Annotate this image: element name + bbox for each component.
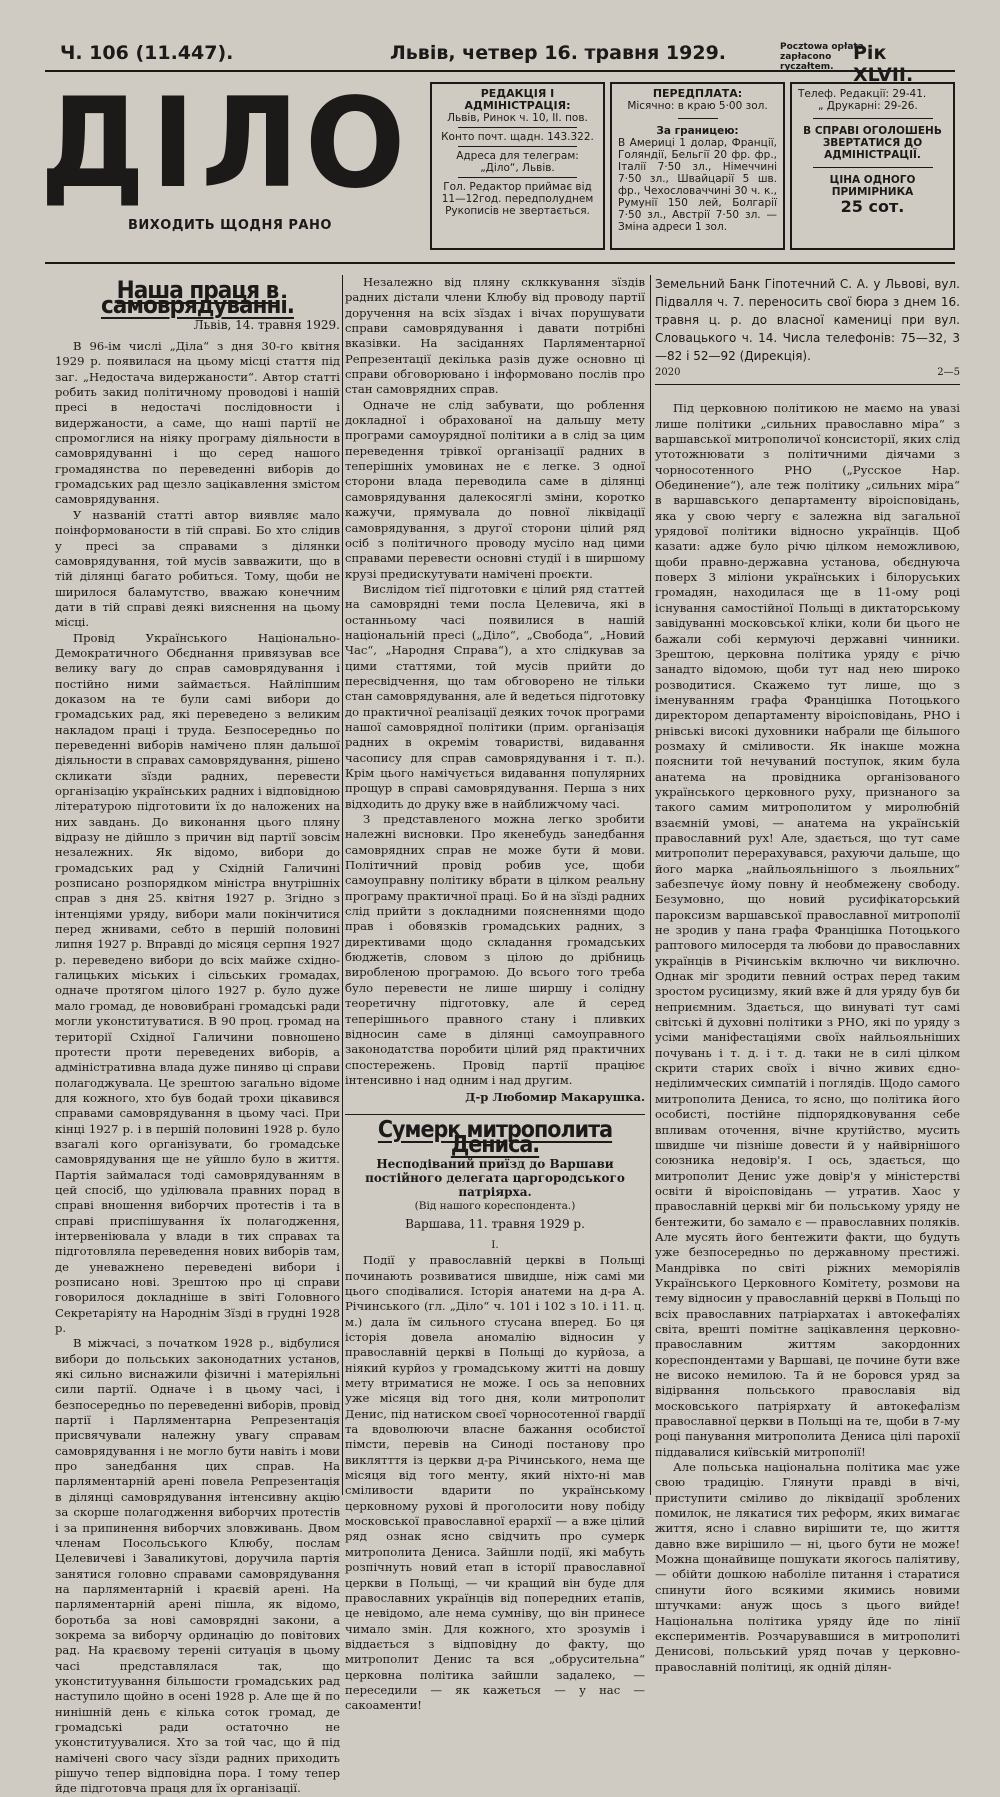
editor-hours: Гол. Редактор приймає від 11—12год. передполуднем bbox=[441, 181, 594, 205]
correspondent-note: (Від нашого кореспондента.) bbox=[414, 1200, 576, 1213]
editorial-box bbox=[430, 82, 605, 250]
announcement-ref: 2—5 bbox=[937, 367, 960, 378]
editorial-heading: РЕДАКЦІЯ І АДМІНІСТРАЦІЯ: bbox=[464, 87, 571, 112]
phone-printing: „ Друкарні: 29-26. bbox=[818, 100, 918, 112]
bank-announcement: Земельний Банк Гіпотечний С. А. у Львові, вул. Підвалля ч. 7. переносить свої бюра з днем 16. травня ц. р. до власної камениці при вул. Словацького ч. 14. Числа телефонів: 75—32, 3—82 і 52—92 (Дирекція). bbox=[655, 277, 960, 363]
masthead bbox=[40, 70, 412, 233]
subscription-monthly: Місячно: в краю 5·00 зол. bbox=[627, 100, 768, 112]
issue-date: Львів, четвер 16. травня 1929. bbox=[390, 42, 727, 64]
ads-notice: В СПРАВІ ОГОЛОШЕНЬ ЗВЕРТАТИСЯ ДО АДМІНІСТРАЦІЇ. bbox=[803, 125, 942, 161]
divider bbox=[458, 127, 577, 128]
issue-number: Ч. 106 (11.447). bbox=[60, 42, 234, 64]
header-strip bbox=[60, 42, 950, 86]
paragraph: В 96-ім числі „Діла“ з дня 30-го квітня 1929 р. появилася на цьому місці стаття під заг. „Недостача видержаности“. Автор статті робить закид політичному проводові і нашій пресі в недостачі послідовности і видержаности, а саме, що наші партії не спромоглися на ніяку програму діяльности в самоврядуванні і що серед нашого громадянства по переведенні виборів до громадських рад щезло зацікавлення змістом самоврядування. bbox=[55, 339, 340, 507]
paragraph: Вислідом тієї підготовки є цілий ряд статтей на самоврядні теми посла Целевича, які в останньому часі появилися в нашій національній пресі („Діло“, „Свобода“, „Новий Час“, „Народня Справа“), а хто слідкував за цими статтями, той мусів прийти до пересвідчення, що там обговорено не тільки стан самоврядування, але й ведеться підготовку до практичної реалізації деяких точок програми нашої самоврядної політики (прим. організація радних в окремім товаристві, видавання часопису для справ самоврядування і т. п.). Крім цього намічується видавання популярних прощур в справі самоврядування. Перша з них відходить до друку вже в найближчому часі. bbox=[345, 581, 645, 811]
paragraph: Незалежно від пляну склккування зїздів радних дістали члени Клюбу від проводу партії доручення на всіх зїздах і вічах порушувати справи самоврядування і давати потрібні вказівки. На засіданнях Парляментарної Репрезентації декілька разів дуже основно ці справи обговорювано і інформовано послів про стан самоврядних справ. bbox=[345, 275, 645, 397]
announcement-code: 2020 bbox=[655, 367, 681, 378]
postal-account: Конто почт. щадн. 143.322. bbox=[441, 131, 594, 143]
column-divider bbox=[650, 275, 651, 1495]
contacts-box bbox=[790, 82, 955, 250]
paragraph: Але польська національна політика має уже свою традицію. Глянути правді в вічі, приступити сміливо до ліквідації зроблених помилок, не лякатися тих реформ, яких вимагає життя, ясно і славно вирішити те, що життя давно вже вирішило — ні, цього бути не може! Можна щонайвище пошукати якогось паліятиву, — обійти дошкою наболіле питання і старатися спинути його всякими якимись новими штучками: ануж щось з цього вийде! Національна політика уряду йде по лінії експериментів. Розчарувавшися в митрополиті Денисові, польський уряд почав у церковно-православній політиці, як одній ділян- bbox=[655, 1460, 960, 1674]
paragraph: Під церковною політикою не маємо на увазі лише політики „сильних православно міра“ з варшавської митрополичої консисторії, яких слід утотожнювати з політичними діячами з чорносотенного РНО („Русское Нар. Обединение“), але теж політику „сильних міра“ в варшавського департаменту віроісповідань, яка у свою чергу є залежна від загальної урядової політики відносно українців. Щоб казати: адже було річю цілком неможливою, щоби правно-державна установа, обєднуюча поверх 3 міліони українських і білоруських громадян, находилася ще в 11-ому році існування самостійної Польщі в диктаторському завідуванні московської кліки, коли би цього не бажали собі кермуючі державні чинники. Зрештою, церковна політика уряду є річю занадто відомою, щоби тут над нею широко розводитися. Скажемо тут лише, що з іменуванням графа Францішка Потоцького директором департаменту віроісповідань, РНО і рнівські високі духовники набрали ще більшого розмаху й сміливости. Як інакше можна пояснити той нечуваний поступок, яким була анатема на провідника організованого українського церковного руху, признаного за такого самим митрополитом у миролюбній взаємній умові, — анатема на українській православний рух! Але, здається, що тут саме митрополит перерахувався, рахуючи дальше, що його марка „найльояльнішого з льояльних“ забезпечує йому повну й необмежену свободу. Безумовно, що новий русифікаторський пароксизм варшавської православної митрополії не зродив у пана графа Францішка Потоцького раптового милосердя та любови до православних українців в Річинськім включно чи виключно. Однак міг зродити певний острах перед таким зростом русицизму, який вже й для уряду був би неприємним. Здається, що винуваті тут самі світські й духовні політики з РНО, які по уряду з усіми маніфестаціями своїх найльояльніших почувань і т. д. і т. д. таки не в силі цілком скрити старих своїх і вічно живих єдно-неділимческих симпатій і поглядів. Щодо самого митрополита Дениса, то ясно, що політика його особисті, постійне підпорядковування себе впливам оточення, вічне крутійство, мусить швидше чи пізніше довести й у найвірнішого союзника недовір'я. І ось, здається, що митрополит Денис уже довір'я у міністерстві освіти й віроісповідань — утратив. Хаос у православній церкві міг би польському уряду не бентежити, бо замало є — православних поляків. Але мусять його бентежити факти, що будуть уже безпосередньо по державному престижі. Мандрівка по світі ріжних меморіялів Українського Церковного Комітету, розмови на тему відносин у православній церкві в Польщі по всіх православних патріархатах і автокефаліях світа, врешті помітне зацікавлення церковно-православним життям закордонних кореспондентами у Варшаві, це почине бути вже не високо немилою. Та й не боровся уряд за відірвання польського православія від московського патріярхату й автокефалізм православної церкви в Польщі на те, щоби в 7-му році панування митрополита Дениса цілі парохії піддавалися київській митрополії! bbox=[655, 401, 960, 1459]
divider bbox=[458, 177, 577, 178]
abroad-heading: За границею: bbox=[656, 125, 739, 137]
subscription-heading: ПЕРЕДПЛАТА: bbox=[652, 87, 743, 100]
paragraph: Провід Українського Національно-Демократичного Обєднання привязував все велику вагу до справ самоврядування і постійно ними займається. Найліпшим доказом на те були самі вибори до громадських рад, які переведено з великим накладом праці і труда. Безпосередньо по переведенні виборів намічено плян дальшої діяльности в справах самоврядування, рішено скликати зїзди радних, перевести організацію українських радних і відповідною літературою підготовити їх до наложених на них завдань. До виконання цього пляну відразу не дійшло з причин від партії зовсім незалежних. Як відомо, вибори до громадських рад у Східній Галичині розписано розпорядком міністра внутрішніх справ з дня 25. квітня 1927 р. Згідно з інтенціями уряду, вибори мали покінчитися перед жнивами, себто в першій половині липня 1927 р. Вправді до місяця серпня 1927 р. переведено вибори до всіх майже східно-галицьких міських і сільських громадах, одначе протягом цілого 1927 р. було дуже мало громад, де нововибрані громадські ради могли уконституватися. В 90 проц. громад на території Східної Галичини повношено протести проти переведених виборів, а адміністративна влада дуже пиняво ці справи полагоджувала. Це зрештою загально відоме для кожного, хто був бодай трохи цікавився справами самоврядування в цьому часі. При кінці 1927 р. і в першій половині 1928 р. було взагалі кого організувати, бо громадське самоврядування ще не уйшло було в життя. Партія займалася тоді самоврядуванням в цей спосіб, що уділювала правних порад в справі вношення виборчих протестів і та в справі приспішування їх полагодження, інтервеніювала у влади в тих справах та підготовляла переведення нових виборів там, де уневажнено переведені вибори і розписано нові. Зрештою про ці справи говорилося докладніше в звіті Головного Секретаріяту на Народнім Зїзді в грудні 1928 р. bbox=[55, 630, 340, 1336]
masthead-bottom-rule bbox=[45, 262, 955, 264]
issue-price: 25 сот. bbox=[840, 197, 905, 216]
article-headline: Сумерк митрополита Дениса. bbox=[377, 1116, 613, 1158]
article-dateline: Варшава, 11. травня 1929 р. bbox=[405, 1216, 585, 1231]
column-divider bbox=[342, 275, 343, 1495]
paragraph: З представленого можна легко зробити належні висновки. Про якенебудь занедбання самоврядних справ не може бути й мови. Політичний провід робив усе, щоби самоуправну політику вбрати в цілком реальну програму практичної праці. Бо й на зїзді радних слід прийти з докладними поясненнями щодо прав і обовязків громадських радних, з директивами щодо складання громадських бюджетів, словом з цілою до дрібниць виробленою програмою. До всього того треба було перевести не лише ширшу і солідну теоретичну підготовку, але й серед теперішнього правного стану і пливких відносин саме в ділянці самоуправного законодатства поробити цілий ряд практичних спостережень. Провід партії праціює інтенсивно і над одним і над другим. bbox=[345, 812, 645, 1087]
paragraph: Події у православній церкві в Польщі починають розвиватися швидше, ніж самі ми цього сподівалися. Історія анатеми на д-ра А. Річинського (гл. „Діло“ ч. 101 і 102 з 10. і 11. ц. м.) дала їм сильного стусана вперед. Бо ця історія довела аномалію відносин у православній церкві в Польщі до курйоза, а ніякий курйоз у громадському житті на довшу мету втриматися не може. І ось за неповних уже місяця від того дня, коли митрополит Денис, під натиском своєї чорносотенної гвардії та вдоволюючи власне бажання особистої пімсти, перевів на Синоді постанову про виклятття із церкви д-ра Річинського, нема ще місяця від того менту, який ніхто-ні мав сміливости вдарити по українському церковному рухові й проголосити нову побіду московської православної ерархії — а вже цілий ряд ознак ясно свідчить про сумерк митрополита Дениса. Зайшли події, які мабуть розпічнуть новий етап в історії православної церкви в Польщі, — чи кращий він буде для православних українців від попередних етапів, це невідомо, але нема сумніву, що він принесе чимало змін. Для кожного, хто зрозумів і віддається з відповідну до факту, що митрополит Денис та вся „обрусительна“ церковна політика зайшли задалеко, — переседили — як кажеться — у нас — сакоаменти! bbox=[345, 1253, 645, 1713]
phone-editorial: Телеф. Редакції: 29-41. bbox=[798, 88, 927, 100]
article-dateline: Львів, 14. травня 1929. bbox=[193, 317, 340, 332]
manuscripts-note: Рукописів не звертається. bbox=[445, 205, 590, 217]
divider bbox=[813, 118, 933, 119]
divider bbox=[813, 167, 933, 168]
editorial-address: Львів, Ринок ч. 10, II. пов. bbox=[447, 112, 588, 124]
column-1 bbox=[55, 275, 340, 1797]
abroad-prices: В Америці 1 долар, Франції, Голяндії, Бельгії 20 фр. фр., Італії 7·50 зл., Німеччині 7·50 зл., Швайцарії 5 шв. фр., Чехословаччині 30 ч. к., Румунії 150 лей, Болгарії 7·50 зл., Австрії 7·50 зл. — Зміна адреси 1 зол. bbox=[618, 137, 777, 233]
telegram-address: Адреса для телеграм: „Діло“, Львів. bbox=[456, 150, 579, 174]
paragraph: Одначе не слід забувати, що роблення докладної і обрахованої на дальшу мету програми самоурядної політики а в слід за цим переведення трівкої організації радних в теперішніх умовинах не є легке. З одної сторони влада переводила саме в ділянці самоврядування далекосяглі зміни, коротко кажучи, прямувала до повної ліквідації самоврядування, з другої сторони цілий ряд осіб з політичного проводу мусіло над цими справами перевести основні студії і в ширшому крузі предискутувати намічені проєкти. bbox=[345, 397, 645, 581]
column-3 bbox=[655, 275, 960, 1675]
price-label: ЦІНА ОДНОГО ПРИМІРНИКА bbox=[829, 174, 916, 198]
divider bbox=[678, 118, 718, 119]
article-headline: Наша праця в самоврядуванні. bbox=[100, 276, 294, 320]
postal-note: Pocztowa opłata zapłacono ryczałtem. bbox=[780, 42, 864, 72]
paragraph: В міжчасі, з початком 1928 р., відбулися вибори до польських законодатних установ, які сильно виснажили фізичні і матеріяльні сили партії. Одначе і в цьому часі, і безпосередньо по переведенні виборів, провід партії і Парляментарна Репрезентація присвячували належну увагу справам самоврядування і не могло бути навіть і мови про занедбання цих справ. На парляментарній арені повела Репрезентація в ділянці самоврядування інтенсивну акцію за скорше полагодження виборчих протестів і за припинення виборчих зловживань. Двом членам Посольського Клюбу, послам Целевичеві і Заваликутові, доручила партія занятися головно справами самоврядування на парляментарній і краєвій арені. На парляментарній арені пішла, як відомо, боротьба за нові самоврядні закони, а зокрема за виборчу ординацію до повітових рад. На краєвому тереніі ситуація в цьому часі представлялася так, що уконституування більшости громадських рад наступило щойно в осені 1928 р. Але ще й по нинішній день є кілька соток громад, де громадські ради остаточно не уконституувалися. Хто за той час, що й під намічені свого часу зїзди радних приходить рішучо тепер відповідна пора. І тому тепер йде підготовча праця для їх організації. bbox=[55, 1336, 340, 1796]
divider bbox=[345, 1114, 645, 1115]
newspaper-title: ДІЛО bbox=[40, 70, 412, 216]
volume-year: Рік XLVII. bbox=[853, 42, 914, 86]
divider bbox=[458, 146, 577, 147]
announcement-footer bbox=[655, 365, 960, 385]
author-signature: Д-р Любомир Макарушка. bbox=[465, 1090, 645, 1105]
paragraph: У названій статті автор виявляє мало поінформованости в тій справі. Бо хто слідив у пресі за справами з ділянки самоврядування, той мусів завважити, що в тій ділянці багато робиться. Тому, щоби не ширилося баламутство, вважаю конечним дати в тій справі деякі вияснення на цьому місці. bbox=[55, 507, 340, 630]
column-2 bbox=[345, 275, 645, 1714]
part-number: I. bbox=[491, 1238, 499, 1251]
article-subhead: Несподіваний приїзд до Варшави постійного делегата царгородського патріярха. bbox=[365, 1157, 625, 1200]
subscription-box bbox=[610, 82, 785, 250]
masthead-subtitle: ВИХОДИТЬ ЩОДНЯ РАНО bbox=[128, 218, 332, 233]
